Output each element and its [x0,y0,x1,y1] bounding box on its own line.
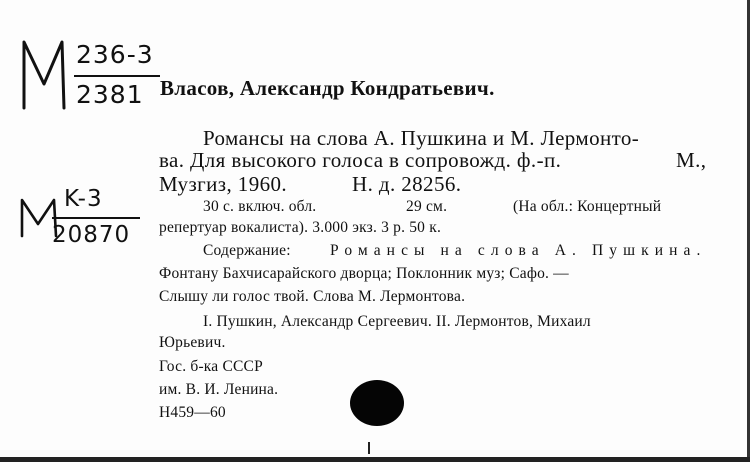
shelfmark-bottom-numerator: K-3 [64,186,103,212]
shelfmark-top-denominator: 2381 [76,80,144,109]
description-line-2: репертуар вокалиста). 3.000 экз. 3 р. 50 к. [159,219,442,236]
stray-mark [368,442,370,454]
title-line-3-publisher: Музгиз, 1960. [159,172,288,196]
description-pages: 30 с. включ. обл. [203,198,317,215]
library-line-1: Гос. б-ка СССР [159,358,263,375]
description-size: 29 см. [406,198,448,215]
tracing-line-2: Юрьевич. [159,334,226,351]
shelfmark-top-letter [18,38,70,110]
shelfmark-top-rule [74,75,160,77]
library-line-2: им. В. И. Ленина. [159,381,279,398]
shelfmark-bottom-denominator: 20870 [52,222,131,248]
shelfmark-bottom-rule [52,217,140,219]
tracing-line-1: I. Пушкин, Александр Сергеевич. II. Лермонтов, Михаил [203,313,591,330]
contents-title: Романсы на слова А. Пушкина. [330,242,707,259]
title-line-1: Романсы на слова А. Пушкина и М. Лермонто- [203,126,640,150]
contents-line-3: Слышу ли голос твой. Слова М. Лермонтова. [159,288,466,305]
description-note: (На обл.: Концертный [513,198,662,215]
title-line-3-number: Н. д. 28256. [352,172,462,196]
card-edge-bottom [0,457,750,462]
card-number: Н459—60 [159,404,226,421]
author-heading: Власов, Александр Кондратьевич. [160,76,495,100]
title-line-2: ва. Для высокого голоса в сопровожд. ф.-п. [159,148,562,172]
contents-line-2: Фонтану Бахчисарайского дворца; Поклонник муз; Сафо. — [159,265,569,282]
contents-label: Содержание: [203,242,291,259]
punch-hole [350,380,404,426]
title-line-2-place: М., [676,148,707,172]
shelfmark-top-numerator: 236-3 [76,40,154,69]
